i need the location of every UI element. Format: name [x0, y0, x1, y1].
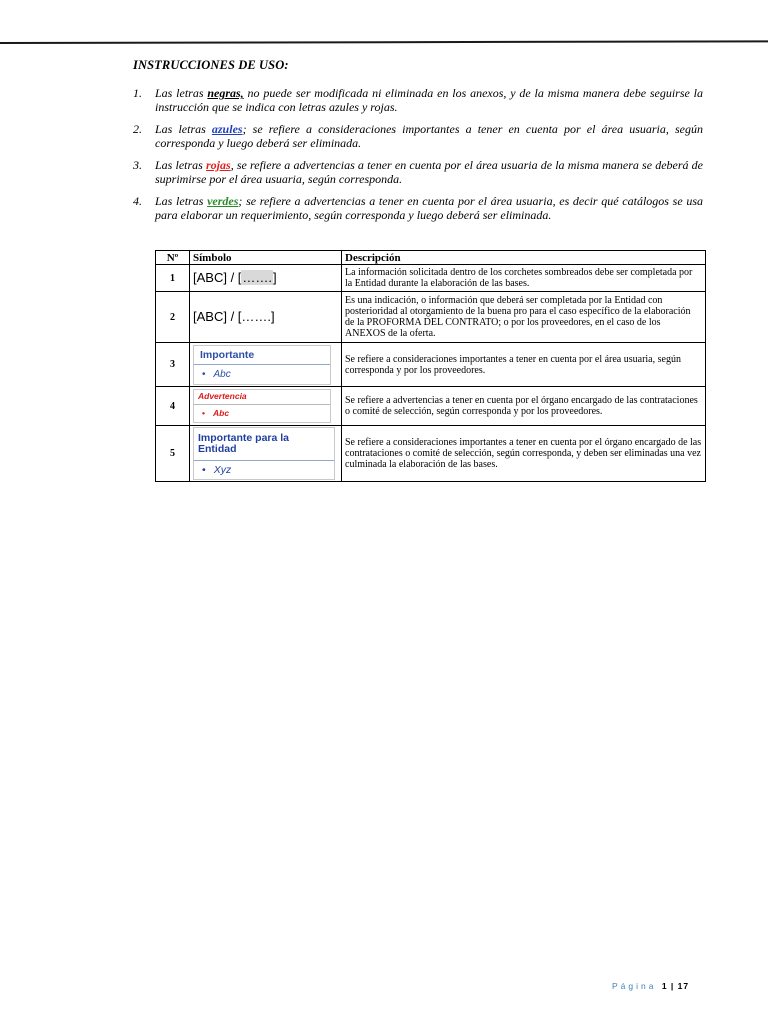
instruction-number: 1.: [133, 86, 142, 100]
description-cell: Es una indicación, o información que deberá ser completada por la Entidad con posterioridad al otorgamiento de la buena pro para el caso específico de la elaboración de la PROFORMA DEL CONTRATO; o por los proveedores, en el caso de los ANEXOS de la oferta.: [342, 292, 706, 343]
table-row: [156, 426, 706, 482]
row-number: 3: [156, 343, 190, 387]
keyword-negras: negras,: [207, 86, 244, 100]
bullet-icon: •: [202, 464, 206, 476]
instructions-heading: INSTRUCCIONES DE USO:: [133, 58, 289, 72]
symbol-text: [ABC] / […….]: [193, 308, 275, 324]
keyword-verdes: verdes: [207, 194, 239, 208]
advertencia-box: [193, 389, 331, 423]
instruction-text: no puede ser modificada ni eliminada en los anexos, y de la misma manera debe seguirse la instrucción que se indica con letras azules y rojas.: [155, 86, 703, 114]
instruction-number: 3.: [133, 158, 142, 172]
box-title: Importante para la Entidad: [194, 428, 334, 461]
bullet-icon: •: [202, 368, 206, 380]
symbol-cell: [190, 292, 342, 343]
header-symbol: Símbolo: [190, 251, 342, 265]
header-description: Descripción: [342, 251, 706, 265]
header-rule: [0, 40, 768, 44]
box-item: • Abc: [202, 408, 230, 418]
keyword-azules: azules: [211, 122, 243, 136]
importante-entidad-box: [193, 427, 335, 480]
row-number: 2: [156, 292, 190, 343]
instruction-item: [133, 158, 703, 186]
box-title: Advertencia: [194, 390, 330, 405]
instruction-item: [133, 122, 703, 150]
instruction-text: , se refiere a advertencias a tener en cuenta por el área usuaria de la misma manera se deberá de suprimirse por el área usuaria, según corresponda.: [155, 158, 704, 186]
table-row: [156, 343, 706, 387]
symbol-cell: [190, 343, 342, 387]
instruction-number: 2.: [133, 122, 142, 136]
instructions-list: [133, 86, 703, 222]
symbol-cell: [190, 265, 342, 292]
shaded-placeholder: …….: [242, 269, 273, 285]
box-title: Importante: [194, 346, 330, 365]
row-number: 4: [156, 387, 190, 426]
instruction-text: Las letras: [155, 86, 208, 100]
symbol-cell: [190, 426, 342, 482]
symbols-table: [155, 250, 706, 482]
instructions-section: [133, 58, 703, 230]
page-label: Página: [612, 981, 657, 991]
page-footer: [612, 981, 689, 991]
description-cell: Se refiere a consideraciones importantes a tener en cuenta por el área usuaria, según corresponda y por los proveedores.: [342, 343, 706, 387]
keyword-rojas: rojas: [206, 158, 231, 172]
importante-box: [193, 345, 331, 385]
header-num: Nº: [156, 251, 190, 265]
instruction-text: Las letras: [155, 158, 207, 172]
instruction-number: 4.: [133, 194, 142, 208]
description-cell: La información solicitada dentro de los corchetes sombreados debe ser completada por la Entidad durante la elaboración de las bases.: [342, 265, 706, 292]
description-cell: Se refiere a consideraciones importantes a tener en cuenta por el órgano encargado de las contrataciones o comité de selección, según corresponda, y deben ser eliminadas una vez culminada la elaboración de las bases.: [342, 426, 706, 482]
table-header-row: [156, 251, 706, 265]
table-row: [156, 292, 706, 343]
box-item: • Xyz: [202, 464, 232, 476]
instruction-item: [133, 194, 703, 222]
instruction-item: [133, 86, 703, 114]
instruction-text: ; se refiere a consideraciones importantes a tener en cuenta por el área usuaria, según corresponda y luego deberá ser eliminada.: [155, 122, 703, 150]
description-cell: Se refiere a advertencias a tener en cuenta por el órgano encargado de las contrataciones o comité de selección, según corresponda y por los proveedores.: [342, 387, 706, 426]
page-number: 1 | 17: [661, 981, 690, 991]
symbol-text: [ABC] / […….]: [193, 269, 277, 285]
box-item: • Abc: [202, 368, 231, 380]
table-row: [156, 387, 706, 426]
instruction-text: Las letras: [155, 194, 208, 208]
table-row: [156, 265, 706, 292]
row-number: 5: [156, 426, 190, 482]
bullet-icon: •: [202, 408, 205, 418]
instruction-text: ; se refiere a advertencias a tener en cuenta por el área usuaria, es decir qué catálogos se usa para elaborar un requerimiento, según corresponda y luego deberá ser eliminada.: [155, 194, 703, 222]
instruction-text: Las letras: [155, 122, 212, 136]
symbol-cell: [190, 387, 342, 426]
row-number: 1: [156, 265, 190, 292]
